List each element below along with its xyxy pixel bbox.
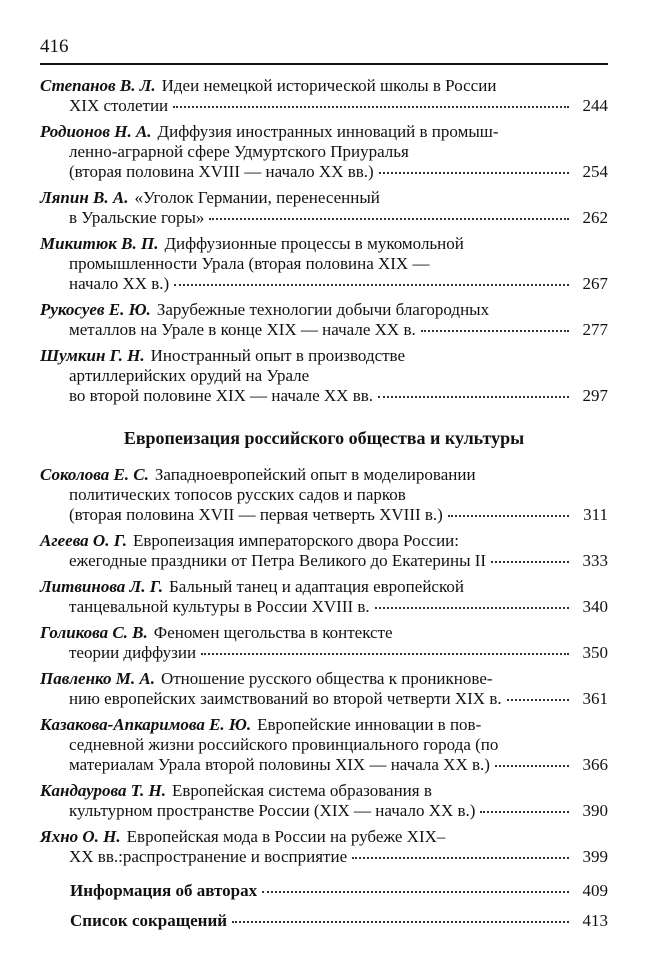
entry-author: Литвинова Л. Г.	[40, 577, 163, 596]
entry-title-text: металлов на Урале в конце XIX — начале XX в.	[69, 320, 416, 339]
toc-entry-line	[40, 801, 608, 821]
entry-page-number: 311	[583, 505, 608, 524]
entry-title-text: начало XX в.)	[69, 274, 170, 293]
entry-page-number: 399	[582, 847, 608, 866]
toc-entry-line	[40, 531, 608, 551]
toc-entry-line	[40, 122, 608, 142]
dot-leader	[421, 329, 569, 332]
entry-title-text: материалам Урала второй половины XIX — начала XX в.)	[69, 755, 490, 774]
toc-entry-line	[40, 300, 608, 320]
entry-author: Микитюк В. П.	[40, 234, 159, 253]
header-rule	[40, 63, 608, 65]
entry-title-text: Европейские инновации в пов-	[257, 715, 482, 734]
toc-entry-line	[40, 162, 608, 182]
toc-entry	[40, 346, 608, 406]
entry-author: Рукосуев Е. Ю.	[40, 300, 151, 319]
entry-author: Голикова С. В.	[40, 623, 148, 642]
dot-leader	[495, 764, 569, 767]
entry-title-text: Европейская мода в России на рубеже XIX–	[126, 827, 446, 846]
toc-section-2	[40, 465, 608, 867]
entry-title-text: «Уголок Германии, перенесенный	[134, 188, 380, 207]
entry-author: Соколова Е. С.	[40, 465, 149, 484]
dot-leader	[262, 890, 569, 893]
entry-author: Яхно О. Н.	[40, 827, 121, 846]
toc-entry-line	[40, 485, 608, 505]
entry-page-number: 366	[582, 755, 608, 774]
appendix-entry	[40, 911, 608, 931]
entry-page-number: 350	[582, 643, 608, 662]
toc-entry	[40, 300, 608, 340]
entry-page-number: 277	[582, 320, 608, 339]
toc-entry-line	[40, 669, 608, 689]
toc-entry-line	[40, 505, 608, 525]
entry-title-text: артиллерийских орудий на Урале	[69, 366, 310, 385]
toc-entry	[40, 188, 608, 228]
toc-entry-line	[40, 781, 608, 801]
entry-author: Павленко М. А.	[40, 669, 155, 688]
entry-page-number: 333	[582, 551, 608, 570]
toc-entry	[40, 715, 608, 775]
entry-author: Шумкин Г. Н.	[40, 346, 145, 365]
appendix-entry	[40, 881, 608, 901]
toc-entry	[40, 827, 608, 867]
dot-leader	[209, 217, 569, 220]
toc-entry-line	[40, 320, 608, 340]
dot-leader	[378, 395, 569, 398]
toc-entry-line	[40, 551, 608, 571]
toc-entry	[40, 781, 608, 821]
toc-entry-line	[40, 827, 608, 847]
entry-title-text: политических топосов русских садов и парков	[69, 485, 406, 504]
entry-page-number: 267	[582, 274, 608, 293]
entry-title-text: седневной жизни российского провинциального города (по	[69, 735, 499, 754]
toc-entry-line	[40, 366, 608, 386]
entry-title-text: нию европейских заимствований во второй четверти XIX в.	[69, 689, 502, 708]
toc-entry-line	[40, 577, 608, 597]
toc-section-1	[40, 76, 608, 406]
entry-title-text: XIX столетии	[69, 96, 169, 115]
entry-title-text: Западноевропейский опыт в моделировании	[154, 465, 476, 484]
entry-title-text: ежегодные праздники от Петра Великого до Екатерины II	[69, 551, 487, 570]
entry-title-text: (вторая половина XVIII — начало XX вв.)	[69, 162, 374, 181]
dot-leader	[174, 283, 569, 286]
toc-entry-line	[40, 96, 608, 116]
entry-title-text: ленно-аграрной сфере Удмуртского Приуралья	[69, 142, 409, 161]
entry-title-text: во второй половине XIX — начале XX вв.	[69, 386, 373, 405]
toc-entry-line	[40, 76, 608, 96]
toc-entry	[40, 531, 608, 571]
dot-leader	[352, 856, 569, 859]
entry-page-number: 297	[582, 386, 608, 405]
toc-entry-line	[40, 234, 608, 254]
entry-page-number: 262	[582, 208, 608, 227]
appendix-label: Список сокращений	[70, 911, 228, 930]
entry-title-text: XX вв.:распространение и восприятие	[69, 847, 348, 866]
toc-entry	[40, 577, 608, 617]
toc-entry-line	[40, 847, 608, 867]
entry-author: Родионов Н. А.	[40, 122, 152, 141]
toc-entry	[40, 76, 608, 116]
toc-entry-line	[40, 623, 608, 643]
entry-title-text: теории диффузии	[69, 643, 197, 662]
toc-entry-line	[40, 254, 608, 274]
toc-entry-line	[40, 689, 608, 709]
entry-author: Агеева О. Г.	[40, 531, 127, 550]
dot-leader	[379, 171, 569, 174]
toc-entry-line	[40, 208, 608, 228]
entry-title-text: Феномен щегольства в контексте	[153, 623, 393, 642]
toc-entry-line	[40, 142, 608, 162]
table-of-contents	[40, 76, 608, 941]
entry-title-text: Отношение русского общества к проникнове-	[160, 669, 493, 688]
entry-title-text: культурном пространстве России (XIX — начало XX в.)	[69, 801, 476, 820]
dot-leader	[480, 810, 569, 813]
entry-page-number: 340	[582, 597, 608, 616]
dot-leader	[448, 514, 569, 517]
entry-author: Ляпин В. А.	[40, 188, 129, 207]
dot-leader	[201, 652, 569, 655]
toc-appendix	[40, 881, 608, 931]
toc-entry	[40, 465, 608, 525]
dot-leader	[375, 606, 569, 609]
entry-author: Кандаурова Т. Н.	[40, 781, 167, 800]
entry-title-text: танцевальной культуры в России XVIII в.	[69, 597, 370, 616]
toc-entry	[40, 623, 608, 663]
toc-entry	[40, 234, 608, 294]
entry-title-text: промышленности Урала (вторая половина XIX —	[69, 254, 430, 273]
entry-title-text: Диффузия иностранных инноваций в промыш-	[157, 122, 499, 141]
toc-entry-line	[40, 643, 608, 663]
toc-entry-line	[40, 188, 608, 208]
toc-entry-line	[40, 465, 608, 485]
toc-entry-line	[40, 274, 608, 294]
entry-page-number: 244	[582, 96, 608, 115]
dot-leader	[232, 920, 569, 923]
entry-page-number: 390	[582, 801, 608, 820]
toc-entry-line	[40, 715, 608, 735]
toc-entry	[40, 122, 608, 182]
page-number: 416	[40, 36, 69, 57]
dot-leader	[507, 698, 569, 701]
entry-author: Степанов В. Л.	[40, 76, 156, 95]
toc-entry-line	[40, 597, 608, 617]
entry-title-text: Идеи немецкой исторической школы в России	[161, 76, 497, 95]
toc-entry-line	[40, 346, 608, 366]
entry-title-text: Диффузионные процессы в мукомольной	[164, 234, 464, 253]
toc-entry	[40, 669, 608, 709]
toc-entry-line	[40, 755, 608, 775]
entry-title-text: Зарубежные технологии добычи благородных	[156, 300, 490, 319]
entry-title-text: Европейская система образования в	[172, 781, 432, 800]
entry-title-text: Иностранный опыт в производстве	[150, 346, 406, 365]
entry-page-number: 361	[582, 689, 608, 708]
entry-author: Казакова-Апкаримова Е. Ю.	[40, 715, 252, 734]
entry-page-number: 254	[582, 162, 608, 181]
toc-entry-line	[40, 386, 608, 406]
entry-title-text: Бальный танец и адаптация европейской	[168, 577, 464, 596]
appendix-page-number: 409	[582, 881, 608, 900]
dot-leader	[491, 560, 569, 563]
section-heading: Европеизация российского общества и культуры	[123, 428, 525, 448]
dot-leader	[173, 105, 569, 108]
entry-title-text: Европеизация императорского двора России:	[132, 531, 459, 550]
toc-entry-line	[40, 735, 608, 755]
appendix-label: Информация об авторах	[70, 881, 258, 900]
entry-title-text: в Уральские горы»	[69, 208, 205, 227]
appendix-page-number: 413	[582, 911, 608, 930]
entry-title-text: (вторая половина XVII — первая четверть XVIII в.)	[69, 505, 443, 524]
